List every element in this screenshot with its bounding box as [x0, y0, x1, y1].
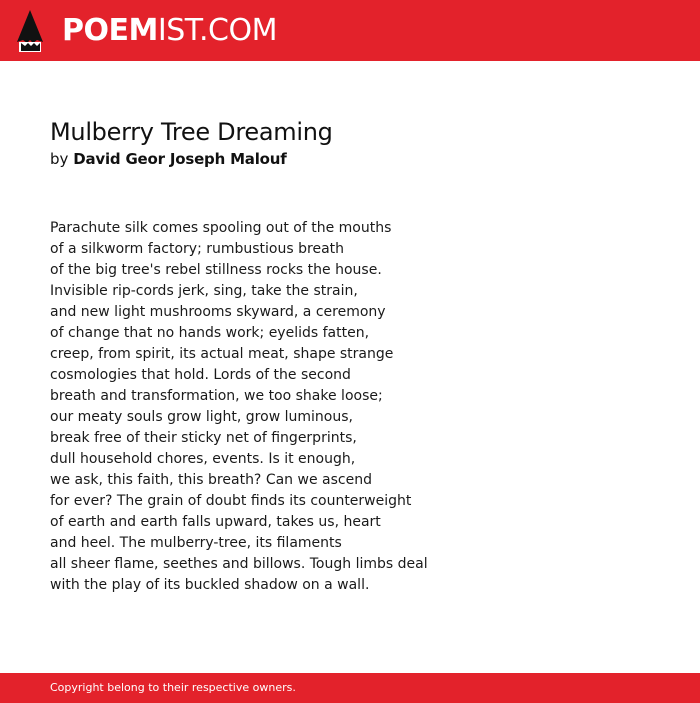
site-header — [0, 0, 700, 61]
brand-light-text: IST.COM — [157, 13, 277, 48]
poem-line: and new light mushrooms skyward, a ceremony — [50, 304, 386, 320]
poem-line: break free of their sticky net of fingerprints, — [50, 430, 357, 446]
brand-bold-text: POEM — [62, 13, 158, 48]
poem-title: Mulberry Tree Dreaming — [50, 118, 333, 146]
poem-line: of earth and earth falls upward, takes us, heart — [50, 514, 381, 530]
poem-line: dull household chores, events. Is it enough, — [50, 451, 356, 467]
poem-line: breath and transformation, we too shake loose; — [50, 388, 383, 404]
author-name: David Geor Joseph Malouf — [73, 150, 287, 168]
copyright-notice: Copyright belong to their respective owners. — [50, 681, 296, 694]
poem-line: all sheer flame, seethes and billows. Tough limbs deal — [50, 556, 428, 572]
poem-body — [50, 218, 670, 596]
poem-line: and heel. The mulberry-tree, its filaments — [50, 535, 342, 551]
site-logo-text[interactable] — [62, 12, 277, 50]
poem-line: cosmologies that hold. Lords of the second — [50, 367, 351, 383]
poem-line: of a silkworm factory; rumbustious breath — [50, 241, 345, 257]
byline-prefix: by — [50, 150, 69, 168]
poem-line: with the play of its buckled shadow on a wall. — [50, 577, 370, 593]
poem-line: of the big tree's rebel stillness rocks the house. — [50, 262, 382, 278]
poem-line: our meaty souls grow light, grow luminous, — [50, 409, 353, 425]
poem-line: creep, from spirit, its actual meat, shape strange — [50, 346, 394, 362]
poem-line: we ask, this faith, this breath? Can we ascend — [50, 472, 372, 488]
poem-line: Parachute silk comes spooling out of the mouths — [50, 220, 392, 236]
byline — [50, 149, 670, 169]
site-footer — [0, 673, 700, 703]
poem-line: of change that no hands work; eyelids fatten, — [50, 325, 370, 341]
poem-line: for ever? The grain of doubt finds its counterweight — [50, 493, 412, 509]
poem-line: Invisible rip-cords jerk, sing, take the strain, — [50, 283, 358, 299]
pencil-tip-icon[interactable] — [17, 10, 43, 52]
poem-article — [50, 115, 670, 596]
